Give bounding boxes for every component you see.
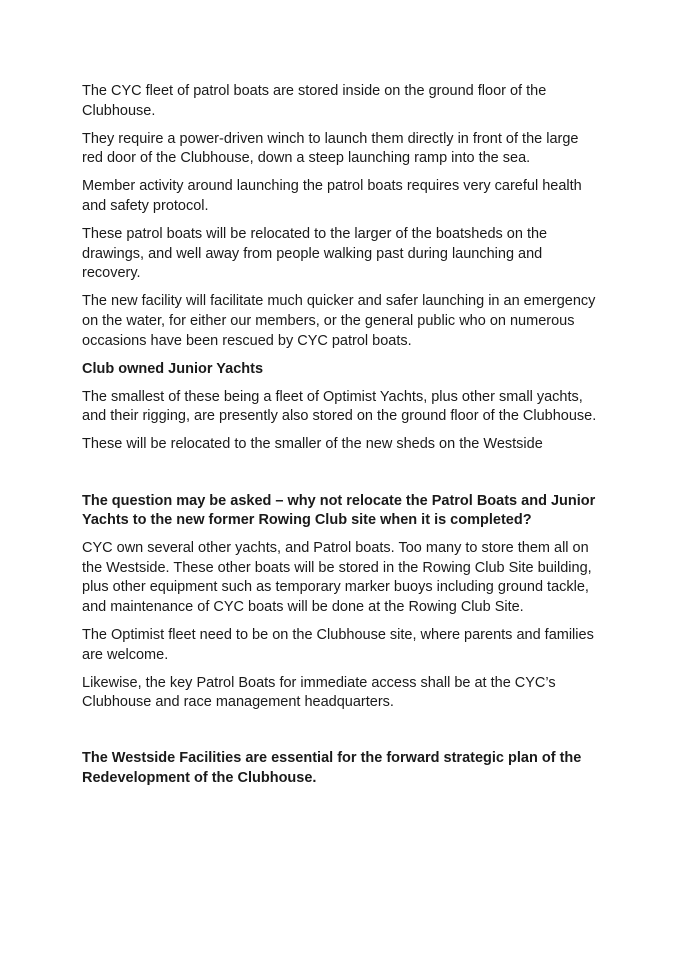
paragraph-relocation-larger-shed: These patrol boats will be relocated to the larger of the boatsheds on the drawings, and well away from people walking past during launching and recovery. bbox=[82, 226, 548, 282]
paragraph-winch-launch: They require a power-driven winch to launch them directly in front of the large red door of the Clubhouse, down a steep launching ramp into the sea. bbox=[82, 130, 579, 167]
paragraph-optimist-storage: The smallest of these being a fleet of Optimist Yachts, plus other small yachts, and their rigging, are presently also stored on the ground floor of the Clubhouse. bbox=[82, 388, 597, 425]
document-body bbox=[82, 82, 602, 797]
paragraph-key-patrol-boats: Likewise, the key Patrol Boats for immediate access shall be at the CYC’s Clubhouse and race management headquarters. bbox=[82, 674, 556, 711]
conclusion-statement: The Westside Facilities are essential for the forward strategic plan of the Redevelopment of the Clubhouse. bbox=[82, 750, 582, 787]
paragraph-relocation-smaller-shed: These will be relocated to the smaller of the new sheds on the Westside bbox=[82, 436, 543, 453]
section-spacer bbox=[82, 721, 602, 749]
paragraph-optimist-fleet: The Optimist fleet need to be on the Clubhouse site, where parents and families are welcome. bbox=[82, 627, 594, 663]
paragraph-safety-protocol: Member activity around launching the patrol boats requires very careful health and safety protocol. bbox=[82, 178, 582, 214]
paragraph-rowing-club-site: CYC own several other yachts, and Patrol boats. Too many to store them all on the Westside. These other boats will be stored in the Rowing Club Site building, plus other equipment such as temporary marker buoys including ground tackle, and maintenance of CYC boats will be done at the Rowing Club Site. bbox=[82, 540, 592, 615]
paragraph-new-facility: The new facility will facilitate much quicker and safer launching in an emergency on the water, for either our members, or the general public who on numerous occasions have been rescued by CYC patrol boats. bbox=[82, 293, 596, 349]
paragraph-patrol-storage: The CYC fleet of patrol boats are stored inside on the ground floor of the Clubhouse. bbox=[82, 83, 547, 119]
heading-junior-yachts: Club owned Junior Yachts bbox=[82, 360, 264, 377]
heading-question: The question may be asked – why not relocate the Patrol Boats and Junior Yachts to the new former Rowing Club site when it is completed? bbox=[82, 492, 596, 529]
section-spacer bbox=[82, 464, 602, 492]
